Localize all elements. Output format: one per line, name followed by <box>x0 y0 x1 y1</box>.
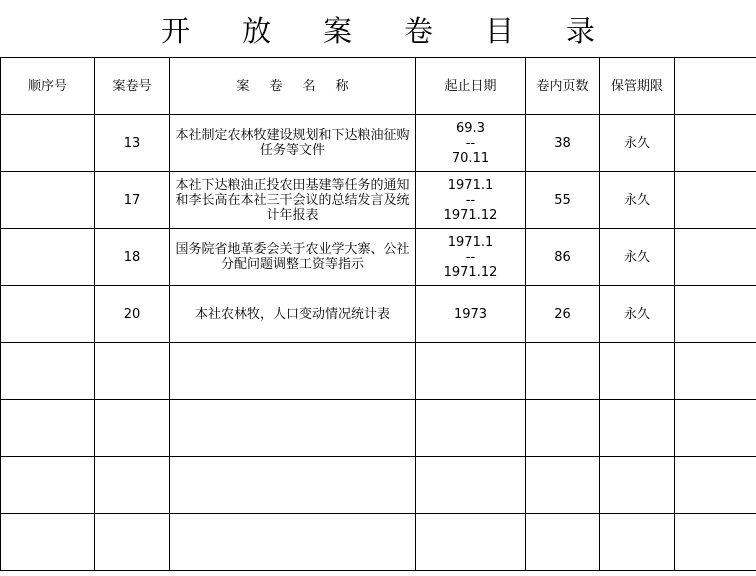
date-start: 1973 <box>453 306 488 322</box>
cell-blank <box>675 115 756 172</box>
cell-name: 国务院省地革委会关于农业学大寨、公社分配问题调整工资等指示 <box>170 229 416 286</box>
header-blank <box>675 58 756 115</box>
cell-blank <box>675 172 756 229</box>
header-dates: 起止日期 <box>416 58 526 115</box>
empty-row <box>1 400 756 457</box>
cell-file-no: 20 <box>95 286 170 343</box>
page-title: 开放案卷目录 <box>160 13 647 48</box>
table-row <box>1 172 756 229</box>
header-file-no: 案卷号 <box>95 58 170 115</box>
date-start: 1971.1 <box>447 234 494 250</box>
cell-seq <box>1 172 95 229</box>
cell-seq <box>1 115 95 172</box>
cell-name: 本社下达粮油正投农田基建等任务的通知和李长高在本社三干会议的总结发言及统计年报表 <box>170 172 416 229</box>
cell-dates <box>416 115 526 172</box>
date-separator: -- <box>465 249 476 265</box>
cell-seq <box>1 229 95 286</box>
table-row <box>1 115 756 172</box>
table-row <box>1 229 756 286</box>
cell-retention: 永久 <box>600 172 675 229</box>
date-start: 69.3 <box>456 120 485 136</box>
cell-name: 本社农林牧，人口变动情况统计表 <box>170 286 416 343</box>
cell-pages: 55 <box>526 172 600 229</box>
header-pages: 卷内页数 <box>526 58 600 115</box>
date-end: 1971.12 <box>443 207 498 223</box>
cell-file-no: 18 <box>95 229 170 286</box>
cell-pages: 26 <box>526 286 600 343</box>
header-row <box>1 58 756 115</box>
cell-pages: 38 <box>526 115 600 172</box>
cell-file-no: 13 <box>95 115 170 172</box>
empty-row <box>1 343 756 400</box>
cell-seq <box>1 286 95 343</box>
table-row <box>1 286 756 343</box>
header-seq: 顺序号 <box>1 58 95 115</box>
date-separator: -- <box>465 135 476 151</box>
cell-file-no: 17 <box>95 172 170 229</box>
header-name: 案卷名称 <box>170 58 416 115</box>
empty-row <box>1 457 756 514</box>
cell-blank <box>675 286 756 343</box>
cell-retention: 永久 <box>600 229 675 286</box>
date-end: 70.11 <box>451 150 490 166</box>
cell-pages: 86 <box>526 229 600 286</box>
empty-row <box>1 514 756 571</box>
cell-name: 本社制定农林牧建设规划和下达粮油征购任务等文件 <box>170 115 416 172</box>
catalog-table <box>0 57 756 571</box>
header-retention: 保管期限 <box>600 58 675 115</box>
cell-dates <box>416 286 526 343</box>
date-end: 1971.12 <box>443 264 498 280</box>
cell-dates <box>416 172 526 229</box>
date-start: 1971.1 <box>447 177 494 193</box>
date-separator: -- <box>465 192 476 208</box>
cell-blank <box>675 229 756 286</box>
cell-dates <box>416 229 526 286</box>
cell-retention: 永久 <box>600 115 675 172</box>
cell-retention: 永久 <box>600 286 675 343</box>
